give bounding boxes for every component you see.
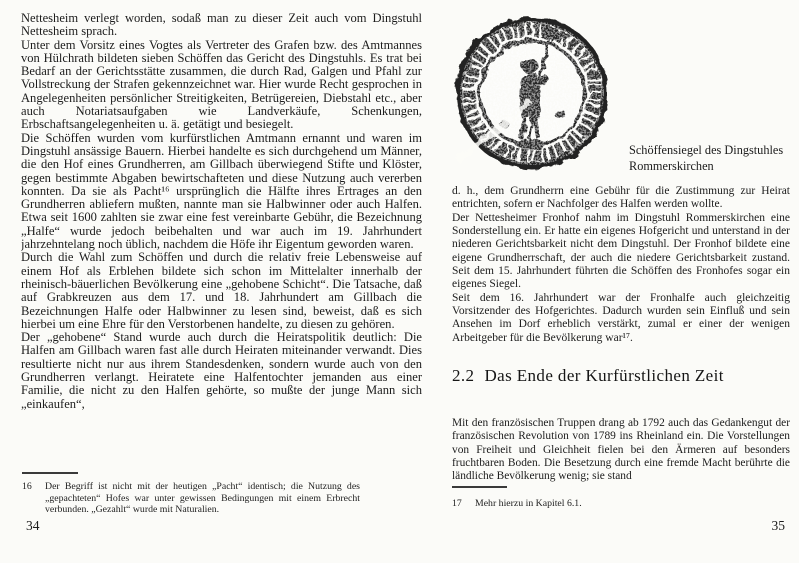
paragraph: Durch die Wahl zum Schöffen und durch die relativ freie Lebensweise auf einem Hof als Erblehen bildete sich schon im Mittelalter innerhalb der rheinisch-bäuerlichen Bevölkerung eine „gehobene Schicht“. Die Tatsache, daß auf Grabkreuzen aus dem 17. und 18. Jahrhundert am Gillbach die Bezeichnungen Halfe oder Halbwinner zu lesen sind, beweist, daß es sich hierbei um eine Ehre für den Verstorbenen handelte, zu diesen zu gehören. [21, 250, 422, 331]
page-number-left: 34 [26, 518, 40, 533]
seal-image [452, 12, 612, 175]
section-heading-number: 2.2 [452, 366, 475, 385]
footnote-17 [452, 498, 752, 510]
section-heading [452, 366, 724, 386]
footnote-number: 17 [452, 498, 462, 509]
section-heading-title: Das Ende der Kurfürstlichen Zeit [484, 366, 724, 385]
paragraph: Der „gehobene“ Stand wurde auch durch die Heiratspolitik deutlich: Die Halfen am Gillbach waren fast alle durch Heiraten miteinander verwandt. Dies resultierte nicht nur aus ihrem Standesdenken, sondern wurde auch von den Grundherren verlangt. Heiratete eine Halfentochter jemanden aus einer Familie, die nicht zu den Halfen gehörte, so mußte der junge Mann sich „einkaufen“, [21, 330, 422, 411]
footnote-text: Mehr hierzu in Kapitel 6.1. [475, 498, 582, 509]
footnote-divider-left [22, 472, 78, 474]
paragraph: Mit den französischen Truppen drang ab 1792 auch das Gedankengut der französischen Revolution von 1789 ins Rheinland ein. Die Vorstellungen von Freiheit und Gleichheit fielen bei den Ärmeren auf besonders fruchtbaren Boden. Die Besetzung durch eine fremde Macht berührte die ländliche Bevölkerung wenig; sie stand [452, 417, 790, 483]
page-number-right: 35 [771, 518, 785, 533]
paragraph: d. h., dem Grundherrn eine Gebühr für die Zustimmung zur Heirat entrichten, sofern er Nachfolger des Halfen werden wollte. [452, 185, 790, 211]
right-page-text-column [452, 185, 790, 357]
paragraph: Der Nettesheimer Fronhof nahm im Dingstuhl Rommerskirchen eine Sonderstellung ein. Er hatte ein eigenes Hofgericht und unterstand in der niederen Gerichtsbarkeit nicht dem Dingstuhl. Der Fronhof bildete eine eigene Grundherrschaft, der auch die niedere Gerichtsbarkeit zustand. Seit dem 15. Jahrhundert führten die Schöffen des Fronhofes sogar ein eigenes Siegel. [452, 211, 790, 291]
paragraph: Die Schöffen wurden vom kurfürstlichen Amtmann ernannt und waren im Dingstuhl ansässige Bauern. Hierbei handelte es sich durchgehend um Männer, die den Hof eines Grundherren, am Gillbach überwiegend Stifte und Klöster, gegen bestimmte Abgaben bewirtschafteten und diese Nutzung auch vererben konnten. Da sie als Pacht¹⁶ ursprünglich die Hälfte ihres Ertrages an den Grundherren abliefern mußten, nannte man sie Halbwinner oder auch Halfen. Etwa seit 1600 zahlten sie zwar eine fest vereinbarte Gebühr, die Bezeichnung „Halfe“ wurde jedoch beibehalten und war auch im 19. Jahrhundert jahrzehntelang noch üblich, nachdem die Höfe ihr Eigentum geworden waren. [21, 130, 422, 252]
paragraph: Seit dem 16. Jahrhundert war der Fronhalfe auch gleichzeitig Vorsitzender des Hofgerichtes. Dadurch wurden sein Einfluß und sein Ansehen im Dorf erheblich verstärkt, zumal er einer der wenigen Arbeitgeber für die Bevölkerung war¹⁷. [452, 291, 790, 344]
paragraph: Nettesheim verlegt worden, sodaß man zu dieser Zeit auch vom Dingstuhl Nettesheim sprach. [21, 12, 422, 39]
footnote-divider-right [452, 486, 507, 488]
seal-caption-line2: Rommerskirchen [629, 158, 714, 173]
left-page-text-column [21, 12, 422, 470]
seal-caption-line1: Schöffensiegel des Dingstuhles [629, 143, 784, 157]
footnote-number: 16 [22, 481, 32, 492]
footnote-16 [22, 481, 360, 516]
seal-caption [629, 143, 799, 174]
paragraph: Unter dem Vorsitz eines Vogtes als Vertreter des Grafen bzw. des Amtmannes von Hülchrath bildeten sieben Schöffen das Gericht des Dingstuhls. Es trat bei Bedarf an der Gerichtsstätte zusammen, die durch Rad, Galgen und Pfahl zur Vollstreckung der Strafen gekennzeichnet war. Hier wurde Recht gesprochen in Angelegenheiten persönlicher Streitigkeiten, Betrügereien, Diebstahl etc., aber auch Notariatsaufgaben wie Landverkäufe, Schenkungen, Erbschaftsangelegenheiten u. ä. getätigt und besiegelt. [21, 37, 422, 132]
footnote-text: Der Begriff ist nicht mit der heutigen „Pacht“ identisch; die Nutzung des „gepachteten“ Hofes war unter gewissen Bedingungen mit einem Erbrecht verbunden. „Gezahlt“ wurde mit Naturalien. [45, 481, 360, 516]
right-page-lower-text [452, 417, 790, 485]
